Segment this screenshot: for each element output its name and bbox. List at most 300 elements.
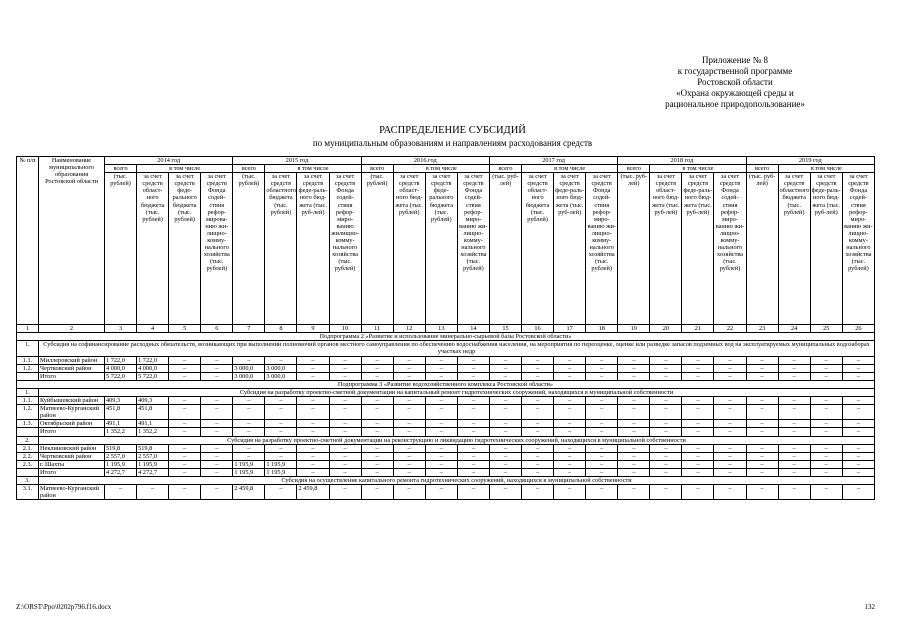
header-col-desc: за счет средств Фонда содей-ствия рефор-миро-ванию жи-лищно-комму-нального хозяйства (тыс. рублей) <box>842 173 874 325</box>
row-value: – <box>137 485 169 500</box>
row-number: 1.2. <box>17 364 39 372</box>
header-total: всего <box>489 165 521 173</box>
row-value: 1 195,9 <box>105 460 137 468</box>
item-description: Субсидия на софинансирование расходных обязательств, возникающих при выполнении полномочий органов местного самоуправления по обеспечению водоснабжения населения, на мероприятия по переоценке, оценке или разведке запасов подземных вод на эксплуатируемых муниципальных водозаборах участках недр <box>39 341 875 356</box>
col-number: 19 <box>618 325 650 333</box>
item-number: 2. <box>17 436 39 444</box>
row-value: – <box>810 372 842 380</box>
row-value: – <box>522 420 554 428</box>
title-sub: по муниципальным образованиям и направлениям расходования средств <box>312 138 593 148</box>
col-number: 15 <box>489 325 521 333</box>
header-col-desc: за счет средств областного бюджета (тыс. рублей) <box>265 173 297 325</box>
row-municipality: Итого <box>39 468 105 476</box>
header-including: в том числе <box>650 165 746 173</box>
row-value: – <box>297 460 329 468</box>
row-value: – <box>682 372 714 380</box>
row-value: 4 272,7 <box>137 468 169 476</box>
row-value: – <box>522 468 554 476</box>
table-row <box>17 356 875 364</box>
row-value: – <box>329 468 361 476</box>
row-value: – <box>169 364 201 372</box>
row-value: – <box>425 364 457 372</box>
row-value: – <box>778 405 810 420</box>
header-col-desc: за счет средств Фонда содей-ствия рефор-миро-ванию жилищно-комму-нального хозяйства (тыс. рублей) <box>329 173 361 325</box>
row-value: – <box>233 420 265 428</box>
row-value: – <box>746 405 778 420</box>
row-value: – <box>554 468 586 476</box>
row-value: – <box>618 405 650 420</box>
header-including: в том числе <box>265 165 361 173</box>
header-col-desc: за счет средств Фонда содей-ствия рефор-миро-ванию жи-лищно-комму-нального хозяйства (тыс. рублей) <box>586 173 618 325</box>
row-number: 2.1. <box>17 444 39 452</box>
row-value: – <box>265 444 297 452</box>
row-value: – <box>682 452 714 460</box>
row-value: – <box>457 428 489 436</box>
row-value: – <box>682 364 714 372</box>
row-value: – <box>746 468 778 476</box>
row-value: – <box>329 452 361 460</box>
row-value: – <box>810 420 842 428</box>
row-value: – <box>169 372 201 380</box>
row-municipality: Куйбышевский район <box>39 397 105 405</box>
row-value: – <box>746 397 778 405</box>
header-col-desc: за счет средств феде-раль-ного бюд-жета (тыс. руб-лей) <box>554 173 586 325</box>
row-value: – <box>650 485 682 500</box>
row-value: – <box>778 468 810 476</box>
row-number: 2.2. <box>17 452 39 460</box>
row-value: – <box>425 485 457 500</box>
row-value: – <box>778 372 810 380</box>
row-number: 1.1. <box>17 397 39 405</box>
row-value: – <box>169 460 201 468</box>
table-row <box>17 460 875 468</box>
row-value: – <box>586 397 618 405</box>
row-value: – <box>810 460 842 468</box>
row-value: – <box>810 452 842 460</box>
row-value: – <box>425 452 457 460</box>
header-row-years <box>17 157 875 165</box>
header-col-desc: (тыс. руб-лей) <box>746 173 778 325</box>
col-number: 24 <box>778 325 810 333</box>
row-value: – <box>746 372 778 380</box>
row-value: – <box>329 397 361 405</box>
row-value: – <box>201 364 233 372</box>
row-value: – <box>457 468 489 476</box>
row-value: – <box>682 405 714 420</box>
row-value: 3 000,0 <box>233 372 265 380</box>
row-value: – <box>265 485 297 500</box>
row-value: – <box>650 428 682 436</box>
row-value: – <box>393 372 425 380</box>
row-value: – <box>618 468 650 476</box>
col-number: 26 <box>842 325 874 333</box>
col-number: 11 <box>361 325 393 333</box>
row-value: – <box>329 460 361 468</box>
row-value: – <box>457 485 489 500</box>
row-value: – <box>393 356 425 364</box>
row-value: – <box>842 485 874 500</box>
row-number: 1.2. <box>17 405 39 420</box>
row-value: – <box>489 405 521 420</box>
row-value: – <box>425 444 457 452</box>
row-value: – <box>842 468 874 476</box>
subsidy-item-row <box>17 436 875 444</box>
row-value: – <box>618 460 650 468</box>
row-value: – <box>393 420 425 428</box>
row-value: – <box>361 485 393 500</box>
row-value: 519,8 <box>105 444 137 452</box>
row-value: – <box>329 405 361 420</box>
row-value: – <box>842 460 874 468</box>
row-value: – <box>586 420 618 428</box>
header-col-desc: за счет средств феде-раль-ного бюд-жета (тыс. руб-лей) <box>810 173 842 325</box>
header-col-desc: за счет средств феде-раль-ного бюд-жета (тыс. руб-лей) <box>297 173 329 325</box>
row-value: – <box>361 405 393 420</box>
header-year: 2014 год <box>105 157 233 165</box>
row-value: 409,3 <box>105 397 137 405</box>
row-value: – <box>778 444 810 452</box>
row-value: – <box>682 460 714 468</box>
row-value: – <box>714 356 746 364</box>
table-row <box>17 452 875 460</box>
table-row <box>17 468 875 476</box>
row-value: – <box>746 364 778 372</box>
header-total: всего <box>618 165 650 173</box>
row-value: – <box>393 485 425 500</box>
col-number: 10 <box>329 325 361 333</box>
row-value: – <box>457 420 489 428</box>
table-row <box>17 364 875 372</box>
appendix-line-5: рациональное природопользование» <box>665 99 805 109</box>
header-year: 2019 год <box>746 157 874 165</box>
item-number: 1. <box>17 341 39 356</box>
row-value: 4 000,0 <box>137 364 169 372</box>
table-row <box>17 372 875 380</box>
row-value: – <box>554 485 586 500</box>
row-value: – <box>489 468 521 476</box>
row-value: – <box>522 364 554 372</box>
row-value: – <box>297 428 329 436</box>
row-value: – <box>746 460 778 468</box>
row-value: – <box>425 420 457 428</box>
row-municipality: Чертковский район <box>39 364 105 372</box>
header-including: в том числе <box>137 165 233 173</box>
row-value: – <box>393 428 425 436</box>
row-value: – <box>489 356 521 364</box>
header-col-desc: за счет средств феде-рального бюджета (тыс. рублей) <box>169 173 201 325</box>
subprogram-title: Подпрограмма 3 «Развитие водохозяйственного комплекса Ростовской области» <box>17 380 875 388</box>
row-value: – <box>361 452 393 460</box>
row-value: 2 459,8 <box>233 485 265 500</box>
row-municipality: Октябрьский район <box>39 420 105 428</box>
header-num: № п/п <box>17 157 39 325</box>
row-value: – <box>618 452 650 460</box>
row-value: – <box>297 405 329 420</box>
row-value: – <box>489 428 521 436</box>
subprogram-title: Подпрограмма 2 «Развитие и использование минерально-сырьевой базы Ростовской области» <box>17 333 875 341</box>
row-value: – <box>489 420 521 428</box>
col-number: 14 <box>457 325 489 333</box>
row-value: – <box>778 485 810 500</box>
row-value: – <box>361 372 393 380</box>
row-municipality: г. Шахты <box>39 460 105 468</box>
row-value: – <box>265 420 297 428</box>
header-col-desc: (тыс. рублей) <box>105 173 137 325</box>
row-value: – <box>425 460 457 468</box>
row-value: – <box>489 460 521 468</box>
row-value: – <box>425 372 457 380</box>
row-value: – <box>201 452 233 460</box>
row-value: 491,1 <box>137 420 169 428</box>
row-value: – <box>233 452 265 460</box>
row-value: – <box>393 397 425 405</box>
row-number: 1.1. <box>17 356 39 364</box>
row-value: 409,3 <box>137 397 169 405</box>
row-value: – <box>361 444 393 452</box>
item-description: Субсидия на разработку проектно-сметной документации на реконструкцию и ликвидацию гидротехнических сооружений, находящихся в муниципальной собственности <box>39 436 875 444</box>
row-value: – <box>457 364 489 372</box>
row-value: 1 195,9 <box>137 460 169 468</box>
footer-file-path: Z:\ORST\Ppo\0202p796.f16.docx <box>16 603 112 611</box>
row-value: – <box>201 485 233 500</box>
row-value: – <box>361 397 393 405</box>
row-value: – <box>586 444 618 452</box>
subsidy-item-row <box>17 476 875 484</box>
row-value: – <box>650 420 682 428</box>
title-main: РАСПРЕДЕЛЕНИЕ СУБСИДИЙ <box>379 125 526 136</box>
row-value: – <box>489 485 521 500</box>
row-value: 4 272,7 <box>105 468 137 476</box>
row-value: – <box>233 428 265 436</box>
row-value: – <box>586 364 618 372</box>
row-value: – <box>297 372 329 380</box>
row-value: – <box>233 397 265 405</box>
row-value: 1 195,9 <box>265 468 297 476</box>
table-row <box>17 428 875 436</box>
row-value: – <box>650 452 682 460</box>
row-value: – <box>201 356 233 364</box>
row-value: – <box>650 364 682 372</box>
row-value: – <box>842 356 874 364</box>
row-value: 3 000,0 <box>265 372 297 380</box>
table-row <box>17 397 875 405</box>
header-including: в том числе <box>522 165 618 173</box>
header-year: 2018 год <box>618 157 746 165</box>
row-number: 1.3. <box>17 420 39 428</box>
row-value: – <box>201 405 233 420</box>
row-value: 1 352,2 <box>137 428 169 436</box>
row-value: – <box>457 372 489 380</box>
row-value: – <box>329 444 361 452</box>
header-total: всего <box>105 165 137 173</box>
row-value: – <box>746 444 778 452</box>
row-value: – <box>329 485 361 500</box>
row-value: 519,8 <box>137 444 169 452</box>
row-municipality: Неклиновский район <box>39 444 105 452</box>
row-value: – <box>714 428 746 436</box>
row-number <box>17 428 39 436</box>
table-row <box>17 420 875 428</box>
row-value: – <box>714 485 746 500</box>
row-value: – <box>554 452 586 460</box>
appendix-line-1: Приложение № 8 <box>702 55 768 65</box>
row-value: – <box>425 468 457 476</box>
row-value: 2 557,0 <box>105 452 137 460</box>
col-number: 7 <box>233 325 265 333</box>
row-value: – <box>746 420 778 428</box>
row-value: – <box>586 468 618 476</box>
row-value: – <box>554 364 586 372</box>
header-col-desc: за счет средств Фонда содей-ствия рефор-миро-ванию жи-лищно-комму-нального хозяйства (тыс. рублей) <box>457 173 489 325</box>
row-municipality: Чертковский район <box>39 452 105 460</box>
row-value: – <box>778 364 810 372</box>
row-value: – <box>810 356 842 364</box>
row-municipality: Итого <box>39 372 105 380</box>
header-col-desc: за счет средств област-ного бюд-жета (тыс. рублей) <box>393 173 425 325</box>
header-including: в том числе <box>778 165 874 173</box>
row-value: – <box>169 452 201 460</box>
row-value: – <box>169 428 201 436</box>
col-number: 21 <box>682 325 714 333</box>
row-value: – <box>457 397 489 405</box>
header-col-numbers <box>17 325 875 333</box>
row-value: 1 195,9 <box>265 460 297 468</box>
row-value: – <box>361 364 393 372</box>
row-value: – <box>714 372 746 380</box>
row-value: – <box>201 428 233 436</box>
row-value: – <box>842 452 874 460</box>
header-year: 2017 год <box>489 157 617 165</box>
row-value: – <box>297 444 329 452</box>
row-value: – <box>169 485 201 500</box>
row-value: – <box>746 356 778 364</box>
row-value: – <box>714 397 746 405</box>
row-value: – <box>842 397 874 405</box>
row-value: – <box>554 444 586 452</box>
header-col-desc: (тыс. рублей) <box>361 173 393 325</box>
row-number <box>17 372 39 380</box>
row-value: – <box>393 405 425 420</box>
row-value: – <box>169 405 201 420</box>
row-value: – <box>746 485 778 500</box>
row-value: – <box>201 468 233 476</box>
row-value: – <box>810 485 842 500</box>
row-value: – <box>842 444 874 452</box>
header-year: 2016 год <box>361 157 489 165</box>
row-value: – <box>778 428 810 436</box>
row-value: 5 722,0 <box>105 372 137 380</box>
row-value: – <box>361 420 393 428</box>
subsidy-table <box>16 156 875 500</box>
row-value: – <box>329 428 361 436</box>
row-value: – <box>297 420 329 428</box>
row-value: – <box>297 468 329 476</box>
row-value: – <box>265 428 297 436</box>
header-row-sub <box>17 165 875 173</box>
row-value: 451,8 <box>137 405 169 420</box>
item-number: 3. <box>17 476 39 484</box>
header-col-desc: за счет средств област-ного бюд-жета (тыс. руб-лей) <box>650 173 682 325</box>
row-value: – <box>522 460 554 468</box>
row-value: 3 000,0 <box>233 364 265 372</box>
row-value: – <box>489 452 521 460</box>
row-value: – <box>842 420 874 428</box>
row-value: – <box>457 444 489 452</box>
row-value: – <box>522 452 554 460</box>
appendix-line-2: к государственной программе <box>677 66 793 76</box>
row-value: – <box>457 405 489 420</box>
row-value: – <box>618 444 650 452</box>
row-value: 4 000,0 <box>105 364 137 372</box>
col-number: 12 <box>393 325 425 333</box>
row-value: – <box>393 468 425 476</box>
row-value: – <box>169 444 201 452</box>
row-value: – <box>650 468 682 476</box>
col-number: 25 <box>810 325 842 333</box>
header-col-desc: (тыс. руб-лей) <box>618 173 650 325</box>
appendix-block <box>615 55 855 110</box>
row-value: – <box>393 364 425 372</box>
table-row <box>17 405 875 420</box>
row-value: – <box>393 452 425 460</box>
row-value: – <box>297 364 329 372</box>
row-value: – <box>554 372 586 380</box>
row-municipality: Матвеево-Курганский район <box>39 485 105 500</box>
row-number <box>17 468 39 476</box>
row-value: 1 722,0 <box>105 356 137 364</box>
row-value: – <box>618 428 650 436</box>
row-value: – <box>682 485 714 500</box>
row-value: 1 195,9 <box>233 468 265 476</box>
row-value: – <box>586 452 618 460</box>
row-value: – <box>265 397 297 405</box>
col-number: 1 <box>17 325 39 333</box>
row-value: 2 557,0 <box>137 452 169 460</box>
row-value: – <box>489 372 521 380</box>
row-value: – <box>489 397 521 405</box>
row-value: – <box>682 397 714 405</box>
row-value: – <box>201 420 233 428</box>
row-value: – <box>778 452 810 460</box>
header-row-desc <box>17 173 875 325</box>
row-value: – <box>810 405 842 420</box>
row-value: – <box>618 364 650 372</box>
row-value: – <box>361 428 393 436</box>
row-value: – <box>457 460 489 468</box>
col-number: 16 <box>522 325 554 333</box>
col-number: 8 <box>265 325 297 333</box>
row-value: – <box>714 452 746 460</box>
row-value: – <box>586 356 618 364</box>
row-value: – <box>650 460 682 468</box>
row-value: – <box>233 405 265 420</box>
row-value: – <box>554 460 586 468</box>
document-title <box>0 125 905 149</box>
item-description: Субсидия на осуществление капитального ремонта гидротехнических сооружений, находящихся в муниципальной собственности <box>39 476 875 484</box>
row-value: – <box>842 428 874 436</box>
row-value: 451,8 <box>105 405 137 420</box>
row-value: 1 352,2 <box>105 428 137 436</box>
row-value: – <box>554 420 586 428</box>
row-value: – <box>618 420 650 428</box>
header-col-desc: за счет средств феде-раль-ного бюд-жета (тыс. руб-лей) <box>682 173 714 325</box>
row-value: – <box>714 364 746 372</box>
row-value: – <box>522 405 554 420</box>
row-value: – <box>265 405 297 420</box>
row-value: – <box>522 444 554 452</box>
col-number: 17 <box>554 325 586 333</box>
col-number: 18 <box>586 325 618 333</box>
